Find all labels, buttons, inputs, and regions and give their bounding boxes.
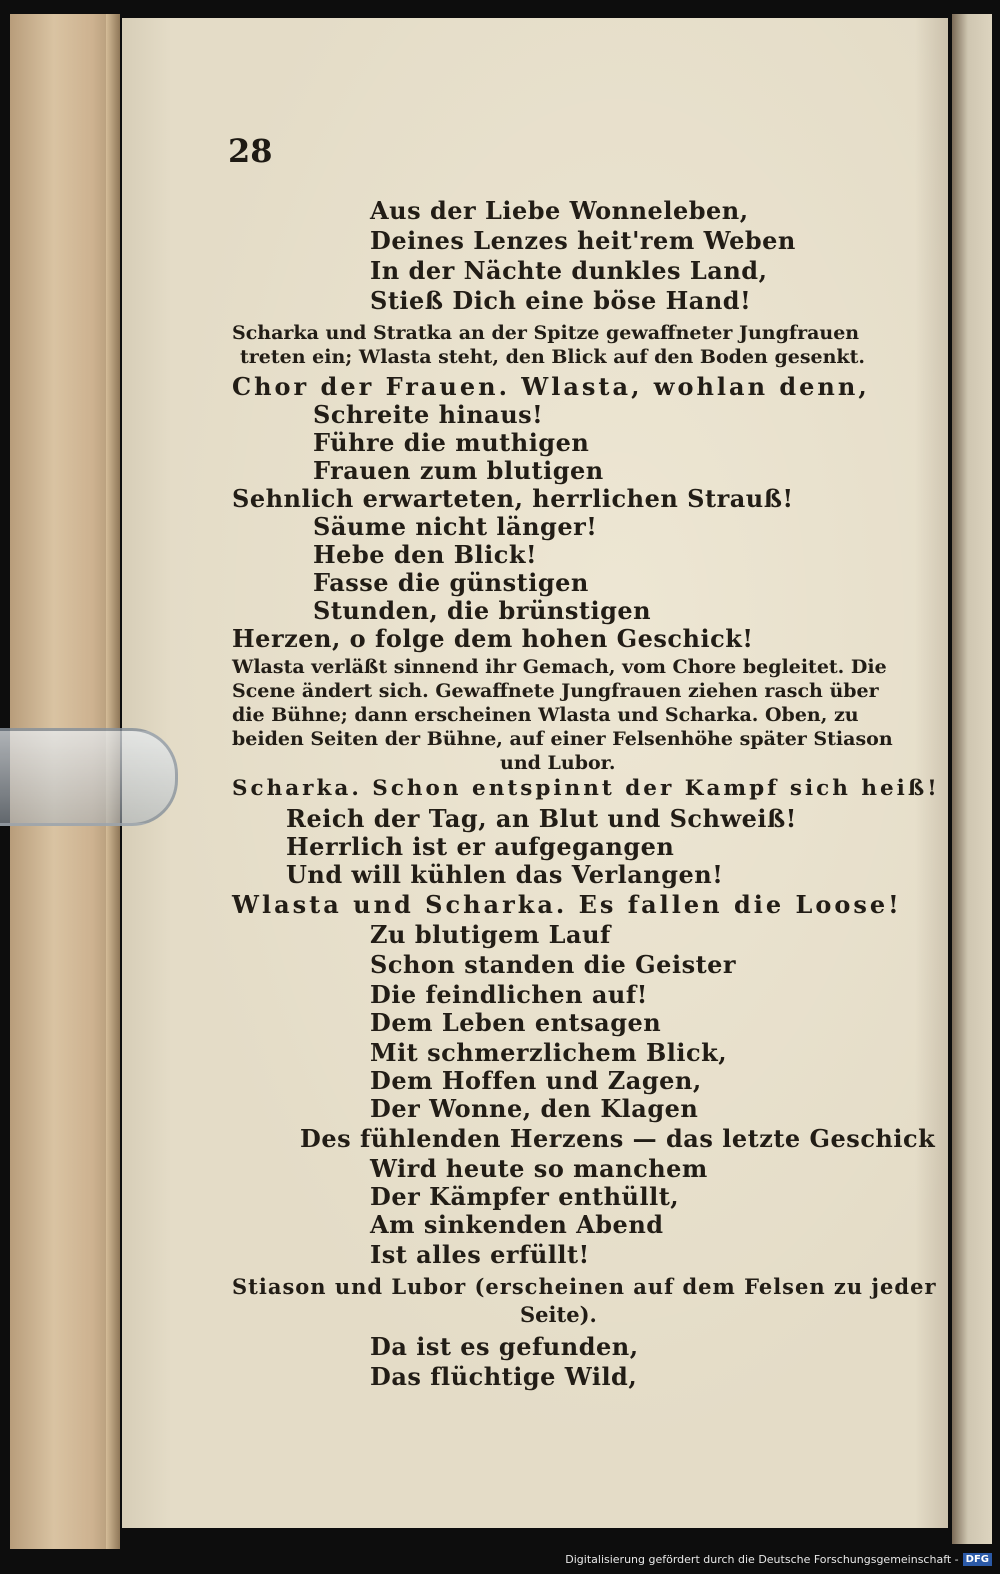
text-line: Schreite hinaus! (313, 400, 544, 429)
text-line: Herrlich ist er aufgegangen (286, 832, 675, 861)
text-line: Führe die muthigen (313, 428, 590, 457)
text-line: Aus der Liebe Wonneleben, (370, 196, 749, 225)
text-line: Da ist es gefunden, (370, 1332, 639, 1361)
digitization-credit (565, 1550, 992, 1568)
text-line: Des fühlenden Herzens — das letzte Geschick (300, 1124, 936, 1153)
text-line: Stieß Dich eine böse Hand! (370, 286, 752, 315)
stage-direction: Wlasta verläßt sinnend ihr Gemach, vom Chore begleitet. Die (232, 656, 887, 678)
speaker-line: Chor der Frauen. Wlasta, wohlan denn, (232, 372, 870, 401)
text-line: In der Nächte dunkles Land, (370, 256, 768, 285)
dfg-logo: DFG (963, 1553, 992, 1566)
page-clip (0, 728, 178, 826)
stage-direction: und Lubor. (500, 752, 616, 774)
facing-page-edge (952, 14, 992, 1544)
page-number: 28 (228, 132, 273, 170)
text-line: Sehnlich erwarteten, herrlichen Strauß! (232, 484, 794, 513)
text-line: Die feindlichen auf! (370, 980, 648, 1009)
text-line: Der Kämpfer enthüllt, (370, 1182, 680, 1211)
text-line: Säume nicht länger! (313, 512, 598, 541)
text-line: Frauen zum blutigen (313, 456, 604, 485)
text-line: Mit schmerzlichem Blick, (370, 1038, 728, 1067)
text-line: Zu blutigem Lauf (370, 920, 611, 949)
speaker-line: Scharka. Schon entspinnt der Kampf sich heiß! (232, 776, 940, 801)
stage-direction: Seite). (520, 1302, 597, 1327)
text-line: Deines Lenzes heit'rem Weben (370, 226, 796, 255)
speaker-line: Wlasta und Scharka. Es fallen die Loose! (232, 890, 902, 919)
text-line: Dem Hoffen und Zagen, (370, 1066, 702, 1095)
text-line: Und will kühlen das Verlangen! (286, 860, 724, 889)
text-line: Wird heute so manchem (370, 1154, 708, 1183)
stage-direction: treten ein; Wlasta steht, den Blick auf den Boden gesenkt. (240, 346, 865, 368)
text-line: Herzen, o folge dem hohen Geschick! (232, 624, 754, 653)
stage-direction: die Bühne; dann erscheinen Wlasta und Scharka. Oben, zu (232, 704, 859, 726)
text-line: Der Wonne, den Klagen (370, 1094, 699, 1123)
text-line: Hebe den Blick! (313, 540, 538, 569)
credit-text: Digitalisierung gefördert durch die Deutsche Forschungsgemeinschaft - (565, 1552, 959, 1566)
text-line: Am sinkenden Abend (370, 1210, 664, 1239)
text-line: Schon standen die Geister (370, 950, 737, 979)
text-line: Fasse die günstigen (313, 568, 589, 597)
speaker-line: Stiason und Lubor (erscheinen auf dem Felsen zu jeder (232, 1274, 937, 1299)
stage-direction: Scharka und Stratka an der Spitze gewaffneter Jungfrauen (232, 322, 860, 344)
stage-direction: Scene ändert sich. Gewaffnete Jungfrauen ziehen rasch über (232, 680, 879, 702)
text-line: Reich der Tag, an Blut und Schweiß! (286, 804, 797, 833)
stage-direction: beiden Seiten der Bühne, auf einer Felsenhöhe später Stiason (232, 728, 893, 750)
text-line: Stunden, die brünstigen (313, 596, 652, 625)
text-line: Dem Leben entsagen (370, 1008, 662, 1037)
text-line: Ist alles erfüllt! (370, 1240, 590, 1269)
text-line: Das flüchtige Wild, (370, 1362, 638, 1391)
